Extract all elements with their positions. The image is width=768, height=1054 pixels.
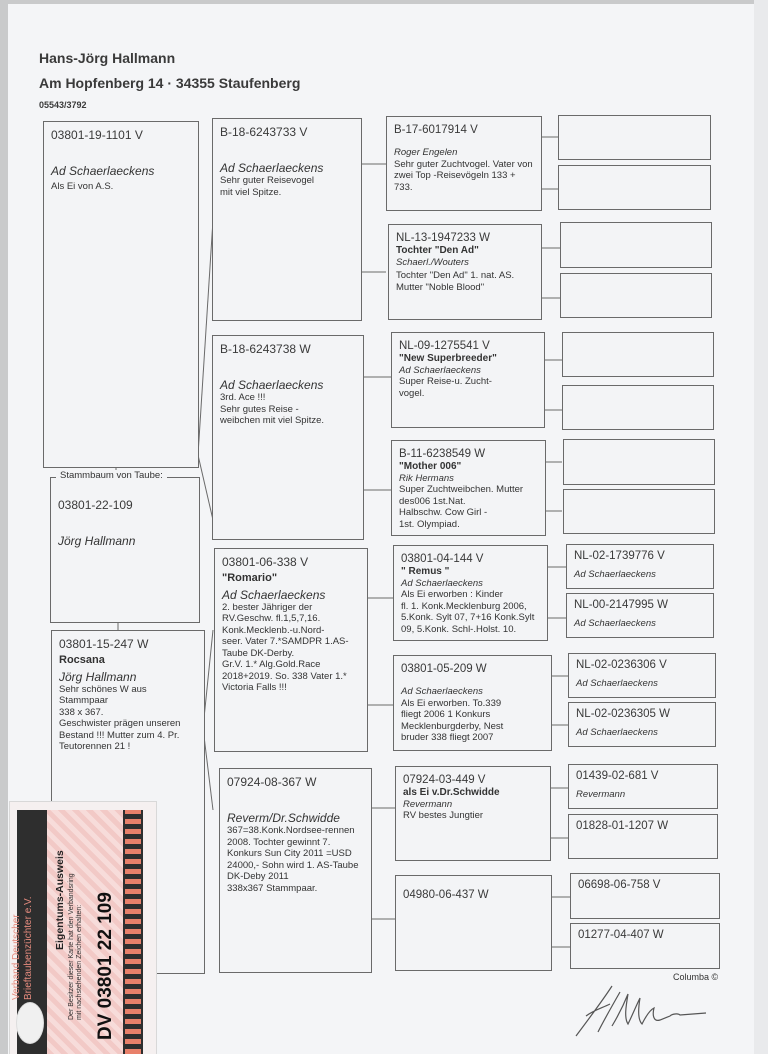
note: Als Ei erworben : Kinder fl. 1. Konk.Mecklenburg 2006, 5.Konk. Sylt 07, 7+16 Konk.Sylt 09, 5.Konk. Schl-.Holst. 10.	[401, 589, 535, 635]
note: 2. bester Jähriger der RV.Geschw. fl.1,5,7,16. Konk.Mecklenb.-u.Nord- seer. Vater 7.*SAMDPR 1.AS- Taube DK-Derby. Gr.V. 1.* Alg.Gold.Race 2018+2019. So. 338 Vater 1.* Victoria Falls !!!	[222, 601, 349, 693]
ancestor-card[interactable]	[566, 544, 714, 589]
card-title: Eigentums-Ausweis	[54, 850, 66, 950]
ancestor-card-empty[interactable]	[562, 332, 714, 377]
great-grandparent-card[interactable]	[388, 224, 542, 320]
subject-card[interactable]	[50, 477, 200, 623]
breeder: Ad Schaerlaeckens	[220, 161, 324, 175]
breeder: Ad Schaerlaeckens	[51, 164, 155, 178]
copyright-label: Columba ©	[673, 972, 719, 982]
ring-number: B-18-6243738 W	[220, 342, 311, 356]
pigeon-name: "New Superbreeder"	[399, 353, 497, 364]
ring-number: NL-09-1275541 V	[399, 340, 490, 352]
ring-number: NL-02-0236306 V	[576, 659, 667, 671]
note: Als Ei erworben. To.339 fliegt 2006 1 Konkurs Mecklenburgderby, Nest bruder 338 fliegt 2007	[401, 697, 504, 743]
pigeon-logo-icon	[16, 1002, 44, 1044]
grandparent-card[interactable]	[212, 118, 362, 321]
ring-number: 04980-06-437 W	[403, 889, 489, 901]
breeder: Ad Schaerlaeckens	[401, 577, 483, 589]
ring-number: B-17-6017914 V	[394, 124, 478, 136]
breeder: Reverm/Dr.Schwidde	[227, 811, 340, 825]
card-org-line1: Verband Deutscher	[11, 914, 22, 1000]
ancestor-card[interactable]	[570, 873, 720, 919]
card-ornament-border	[123, 810, 143, 1054]
ancestor-card-empty[interactable]	[563, 489, 715, 534]
ancestor-card[interactable]	[570, 923, 720, 969]
breeder: Ad Schaerlaeckens	[399, 364, 481, 376]
great-grandparent-card[interactable]	[393, 655, 552, 751]
breeder: Ad Schaerlaeckens	[574, 569, 656, 580]
ancestor-card[interactable]	[568, 653, 716, 698]
ring-number: 06698-06-758 V	[578, 879, 661, 891]
great-grandparent-card[interactable]	[395, 766, 551, 861]
pigeon-name: als Ei v.Dr.Schwidde	[403, 787, 500, 798]
ancestor-card-empty[interactable]	[562, 385, 714, 430]
owner-address: Am Hopfenberg 14 · 34355 Staufenberg	[39, 75, 301, 91]
ring-number: 01439-02-681 V	[576, 770, 659, 782]
note: 3rd. Ace !!! Sehr gutes Reise - weibchen mit viel Spitze.	[220, 392, 325, 426]
ancestor-card-empty[interactable]	[558, 165, 711, 210]
breeder: Ad Schaerlaeckens	[574, 618, 656, 629]
great-grandparent-card[interactable]	[386, 116, 542, 211]
breeder: Ad Schaerlaeckens	[576, 678, 658, 689]
breeder: Jörg Hallmann	[59, 669, 137, 684]
ancestor-card-empty[interactable]	[560, 222, 712, 268]
ring-number: 03801-19-1101 V	[51, 128, 143, 142]
card-subtitle-line1: Der Besitzer dieser Karte hat den Verbandsring	[68, 873, 75, 1020]
grandparent-card[interactable]	[214, 548, 368, 752]
grandparent-card[interactable]	[212, 335, 364, 540]
breeder: Schaerl./Wouters	[396, 256, 469, 268]
card-subtitle-line2: mit nachstehenden Zeichen erhalten:	[76, 904, 83, 1020]
great-grandparent-card[interactable]	[395, 875, 552, 971]
ring-number: NL-13-1947233 W	[396, 232, 490, 244]
subject-legend: Stammbaum von Taube:	[56, 470, 167, 481]
ring-number: NL-00-2147995 W	[574, 599, 668, 611]
breeder: Revermann	[403, 798, 453, 810]
breeder: Ad Schaerlaeckens	[401, 686, 483, 697]
note: Sehr schönes W aus Stammpaar 338 x 367. Geschwister prägen unseren Bestand !!! Mutter zum 4. Pr. Teutorennen 21 !	[59, 683, 181, 752]
ring-number: NL-02-0236305 W	[576, 708, 670, 720]
ring-number: 07924-08-367 W	[227, 775, 317, 789]
ring-number: B-18-6243733 V	[220, 125, 308, 139]
ancestor-card[interactable]	[566, 593, 714, 638]
breeder: Roger Engelen	[394, 147, 458, 158]
pigeon-name: Rocsana	[59, 654, 105, 666]
card-org-line2: Brieftaubenzüchter e.V.	[23, 896, 34, 1000]
pigeon-name: "Romario"	[222, 572, 278, 584]
pigeon-name: "Mother 006"	[399, 461, 462, 472]
ancestor-card-empty[interactable]	[560, 273, 712, 318]
note: Super Zuchtweibchen. Mutter des006 1st.Nat. Halbschw. Cow Girl - 1st. Olympiad.	[399, 484, 524, 530]
breeder: Ad Schaerlaeckens	[222, 587, 326, 602]
ring-number: B-11-6238549 W	[399, 448, 486, 460]
ancestor-card[interactable]	[568, 764, 718, 809]
breeder: Revermann	[576, 789, 626, 800]
ring-number: 07924-03-449 V	[403, 774, 486, 786]
note: Tochter "Den Ad" 1. nat. AS. Mutter "Noble Blood"	[396, 270, 515, 293]
signature	[568, 980, 708, 1040]
ring-number: 01277-04-407 W	[578, 929, 664, 941]
note: 367=38.Konk.Nordsee-rennen 2008. Tochter gewinnt 7. Konkurs Sun City 2011 =USD 24000,- Sohn wird 1. AS-Taube DK-Deby 2011 338x367 Stammpaar.	[227, 825, 359, 894]
breeder: Ad Schaerlaeckens	[576, 727, 658, 738]
note: Als Ei von A.S.	[51, 181, 114, 192]
ancestor-card[interactable]	[568, 702, 716, 747]
breeder: Ad Schaerlaeckens	[220, 378, 324, 392]
ring-number: 01828-01-1207 W	[576, 820, 669, 832]
note: RV bestes Jungtier	[403, 810, 484, 821]
ancestor-card-empty[interactable]	[563, 439, 715, 485]
note: Super Reise-u. Zucht- vogel.	[399, 376, 492, 399]
ring-number: NL-02-1739776 V	[574, 550, 665, 562]
note: Sehr guter Reisevogel mit viel Spitze.	[220, 175, 314, 198]
grandparent-card[interactable]	[219, 768, 372, 973]
owner-phone: 05543/3792	[39, 100, 87, 110]
pigeon-name: " Remus "	[401, 566, 450, 577]
ring-number: 03801-22-109	[58, 498, 133, 512]
ring-number: 03801-06-338 V	[222, 555, 309, 569]
card-ring-number: DV 03801 22 109	[95, 892, 116, 1040]
owner-name: Hans-Jörg Hallmann	[39, 50, 176, 66]
breeder: Jörg Hallmann	[58, 534, 136, 548]
great-grandparent-card[interactable]	[391, 440, 546, 536]
great-grandparent-card[interactable]	[393, 545, 548, 641]
ancestor-card[interactable]	[568, 814, 718, 859]
breeder: Rik Hermans	[399, 472, 454, 484]
note: Sehr guter Zuchtvogel. Vater von zwei Top -Reisevögeln 133 + 733.	[394, 158, 533, 193]
ring-number: 03801-04-144 V	[401, 553, 484, 565]
ancestor-card-empty[interactable]	[558, 115, 711, 160]
pigeon-name: Tochter "Den Ad"	[396, 245, 479, 256]
ring-number: 03801-05-209 W	[401, 663, 487, 675]
great-grandparent-card[interactable]	[391, 332, 545, 428]
ring-number: 03801-15-247 W	[59, 637, 149, 651]
father-card[interactable]	[43, 121, 199, 468]
